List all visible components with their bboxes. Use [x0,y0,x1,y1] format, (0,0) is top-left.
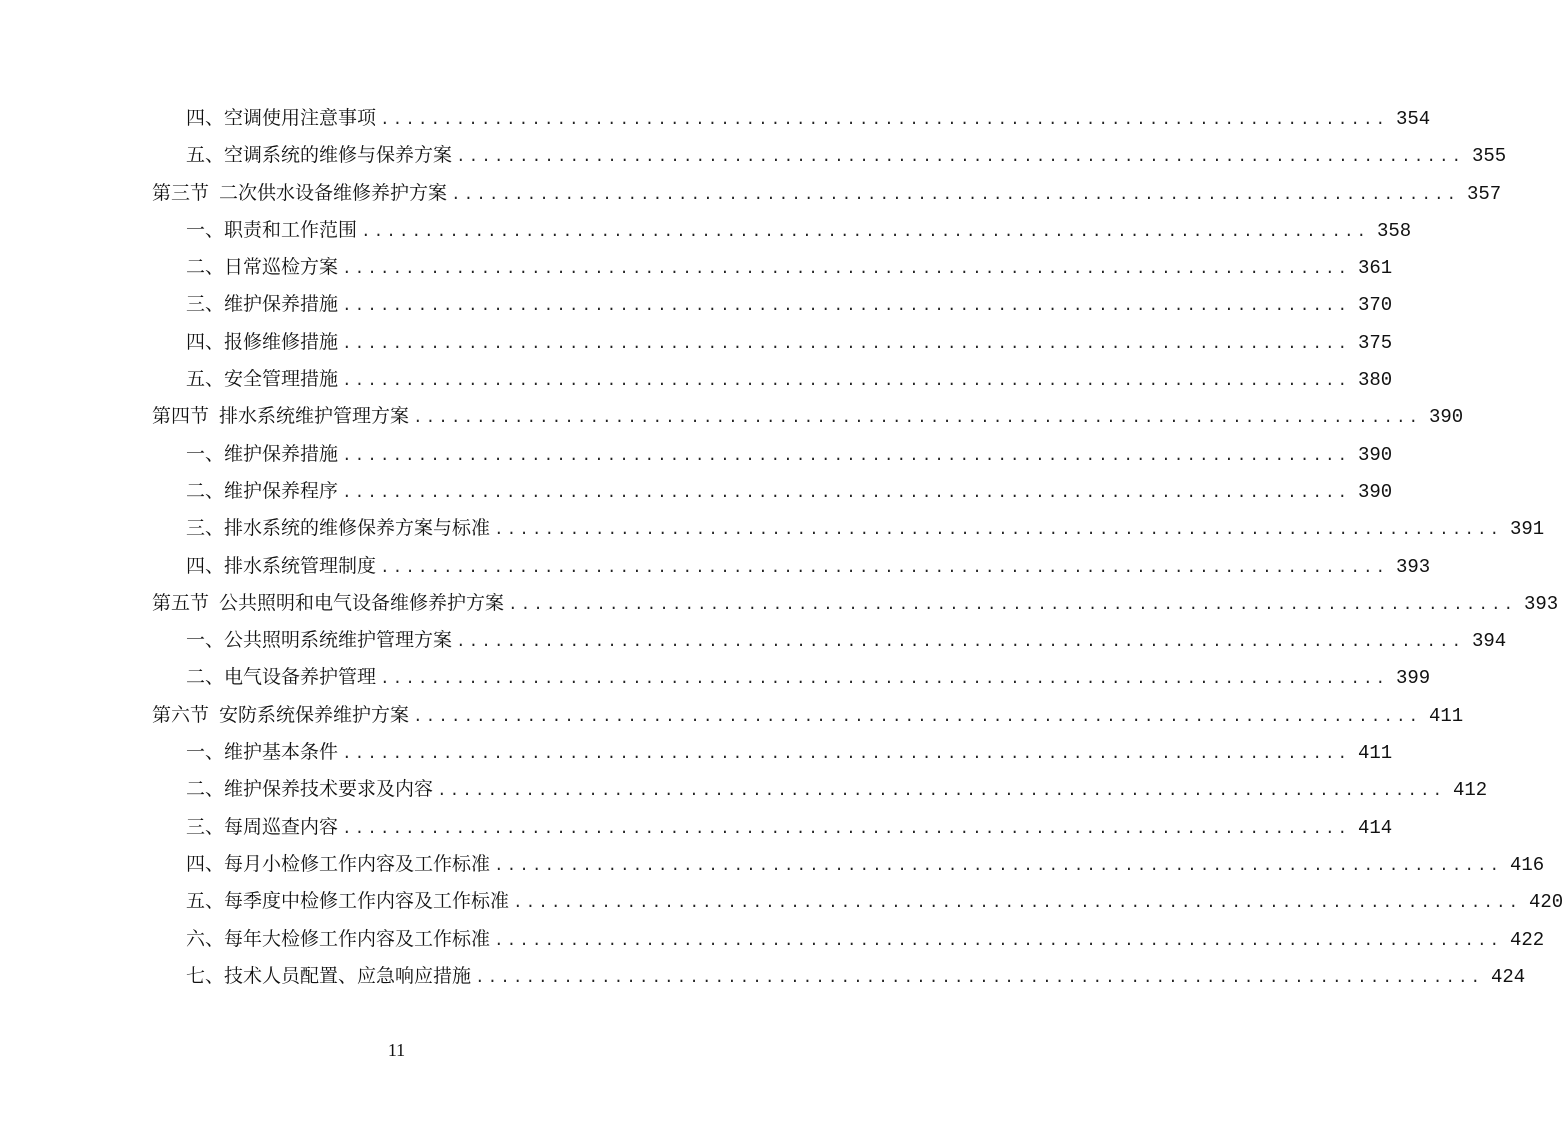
toc-entry-prefix: 三、 [186,815,225,838]
toc-entry-title [186,809,338,846]
toc-entry-text: 排水系统维护管理方案 [219,405,410,428]
toc-entry-text: 电气设备养护管理 [224,666,377,689]
toc-entry-prefix: 五、 [186,890,225,913]
toc-entry-prefix: 一、 [186,442,225,465]
toc-subsection-entry[interactable] [152,734,1393,771]
toc-page-number: 391 [1509,518,1545,541]
toc-dot-leader: ................................................................................ [475,968,1484,987]
toc-entry-text: 空调系统的维修与保养方案 [224,144,453,167]
toc-page-number: 399 [1395,667,1431,690]
toc-dot-leader: ................................................................................ [342,260,1351,279]
toc-entry-title [186,659,376,696]
toc-entry-title [152,697,409,734]
toc-page-number: 357 [1466,182,1502,205]
toc-page-number: 393 [1523,592,1559,615]
toc-subsection-entry[interactable] [152,921,1545,958]
toc-entry-title [186,846,490,883]
toc-dot-leader: ................................................................................ [437,782,1446,801]
toc-entry-prefix: 一、 [186,629,225,652]
toc-subsection-entry[interactable] [152,361,1393,398]
toc-entry-text: 排水系统的维修保养方案与标准 [224,517,491,540]
toc-entry-title [186,137,452,174]
toc-entry-title [186,249,338,286]
toc-subsection-entry[interactable] [152,249,1393,286]
toc-entry-title [186,286,338,323]
toc-entry-text: 安防系统保养维护方案 [219,703,410,726]
toc-dot-leader: ................................................................................ [380,670,1389,689]
toc-page-number: 411 [1428,704,1464,727]
toc-page-number: 394 [1471,630,1507,653]
toc-page-number: 424 [1490,965,1526,988]
toc-subsection-entry[interactable] [152,771,1488,808]
toc-page-number: 416 [1509,853,1545,876]
toc-subsection-entry[interactable] [152,659,1431,696]
toc-entry-prefix: 二、 [186,778,225,801]
toc-subsection-entry[interactable] [152,809,1393,846]
toc-entry-prefix: 五、 [186,144,225,167]
toc-dot-leader: ................................................................................ [456,148,1465,167]
toc-entry-title [186,622,452,659]
toc-dot-leader: ................................................................................ [413,707,1422,726]
toc-entry-prefix: 四、 [186,330,225,353]
toc-dot-leader: ................................................................................ [342,483,1351,502]
toc-entry-title [152,398,409,435]
toc-dot-leader: ................................................................................ [342,334,1351,353]
toc-subsection-entry[interactable] [152,473,1393,510]
toc-entry-prefix: 第三节 [152,181,210,204]
toc-entry-prefix: 一、 [186,218,225,241]
toc-entry-title [152,175,447,212]
toc-dot-leader: ................................................................................ [342,372,1351,391]
toc-dot-leader: ................................................................................ [494,931,1503,950]
toc-entry-title [152,585,504,622]
toc-entry-text: 每月小检修工作内容及工作标准 [224,852,491,875]
toc-page-number: 422 [1509,928,1545,951]
toc-entry-prefix: 二、 [186,256,225,279]
toc-entry-text: 维护保养措施 [224,293,339,316]
toc-subsection-entry[interactable] [152,510,1545,547]
toc-page-number: 390 [1428,406,1464,429]
toc-entry-title [186,771,433,808]
page-number: 11 [387,1040,406,1060]
toc-entry-text: 公共照明系统维护管理方案 [224,629,453,652]
toc-dot-leader: ................................................................................ [342,819,1351,838]
toc-page-number: 411 [1357,742,1393,765]
toc-section-entry[interactable] [152,697,1464,734]
toc-entry-prefix: 第六节 [152,703,210,726]
toc-subsection-entry[interactable] [152,846,1545,883]
toc-page-number: 393 [1395,555,1431,578]
toc-page-number: 414 [1357,816,1393,839]
toc-entry-prefix: 四、 [186,852,225,875]
toc-entry-title [186,734,338,771]
toc-entry-text: 维护基本条件 [224,741,339,764]
toc-page-number: 390 [1357,443,1393,466]
toc-entry-prefix: 一、 [186,741,225,764]
toc-dot-leader: ................................................................................ [513,894,1522,913]
toc-entry-title [186,958,471,995]
toc-entry-prefix: 七、 [186,964,225,987]
toc-entry-title [186,212,357,249]
toc-dot-leader: ................................................................................ [413,409,1422,428]
toc-dot-leader: ................................................................................ [456,633,1465,652]
toc-subsection-entry[interactable] [152,883,1563,920]
toc-dot-leader: ................................................................................ [361,222,1370,241]
toc-page-number: 358 [1376,219,1412,242]
toc-dot-leader: ................................................................................ [451,185,1460,204]
toc-section-entry[interactable] [152,585,1559,622]
toc-entry-text: 技术人员配置、应急响应措施 [224,964,472,987]
toc-subsection-entry[interactable] [152,212,1412,249]
toc-page-number: 412 [1452,779,1488,802]
toc-entry-title [186,473,338,510]
toc-entry-title [186,510,490,547]
toc-entry-prefix: 六、 [186,927,225,950]
toc-entry-text: 每年大检修工作内容及工作标准 [224,927,491,950]
toc-dot-leader: ................................................................................ [494,856,1503,875]
table-of-contents [152,100,1563,995]
toc-dot-leader: ................................................................................ [380,558,1389,577]
toc-subsection-entry[interactable] [152,958,1526,995]
toc-subsection-entry[interactable] [152,286,1393,323]
toc-subsection-entry[interactable] [152,436,1393,473]
toc-dot-leader: ................................................................................ [342,297,1351,316]
toc-page-number: 390 [1357,480,1393,503]
toc-section-entry[interactable] [152,398,1464,435]
toc-entry-text: 报修维修措施 [224,330,339,353]
toc-page-number: 354 [1395,108,1431,130]
toc-entry-title [186,361,338,398]
toc-entry-prefix: 二、 [186,479,225,502]
toc-entry-text: 安全管理措施 [224,368,339,391]
toc-dot-leader: ................................................................................ [342,745,1351,764]
toc-entry-prefix: 二、 [186,666,225,689]
toc-entry-text: 每季度中检修工作内容及工作标准 [224,890,510,913]
toc-entry-prefix: 五、 [186,368,225,391]
toc-dot-leader: ................................................................................ [342,446,1351,465]
toc-page-number: 420 [1528,891,1563,914]
toc-page-number: 355 [1471,145,1507,168]
toc-entry-text: 职责和工作范围 [224,218,358,241]
toc-entry-title [186,883,509,920]
toc-entry-prefix: 四、 [186,554,225,577]
toc-entry-text: 维护保养措施 [224,442,339,465]
toc-subsection-entry[interactable] [152,324,1393,361]
toc-entry-title [186,921,490,958]
toc-entry-title [186,436,338,473]
toc-entry-text: 空调使用注意事项 [224,107,377,129]
toc-entry-prefix: 三、 [186,517,225,540]
toc-entry-title [186,324,338,361]
toc-dot-leader: ................................................................................ [494,521,1503,540]
toc-page-number: 370 [1357,294,1393,317]
toc-dot-leader: ................................................................................ [508,595,1517,614]
toc-entry-text: 排水系统管理制度 [224,554,377,577]
toc-entry-prefix: 第五节 [152,591,210,614]
toc-section-entry[interactable] [152,175,1502,212]
toc-page-number: 375 [1357,331,1393,354]
toc-entry-text: 公共照明和电气设备维修养护方案 [219,591,505,614]
toc-subsection-entry[interactable] [152,100,1431,137]
toc-subsection-entry[interactable] [152,548,1431,585]
toc-entry-title [186,548,376,585]
toc-entry-text: 维护保养技术要求及内容 [224,778,434,801]
toc-subsection-entry[interactable] [152,622,1507,659]
toc-subsection-entry[interactable] [152,137,1507,174]
toc-page-number: 380 [1357,369,1393,392]
toc-entry-text: 日常巡检方案 [224,256,339,279]
toc-entry-prefix: 第四节 [152,405,210,428]
toc-entry-prefix: 三、 [186,293,225,316]
toc-dot-leader: ................................................................................ [380,111,1389,129]
toc-page-number: 361 [1357,257,1393,280]
toc-entry-text: 二次供水设备维修养护方案 [219,181,448,204]
toc-entry-text: 维护保养程序 [224,479,339,502]
toc-entry-title [186,100,376,137]
toc-entry-prefix: 四、 [186,107,225,129]
toc-entry-text: 每周巡查内容 [224,815,339,838]
